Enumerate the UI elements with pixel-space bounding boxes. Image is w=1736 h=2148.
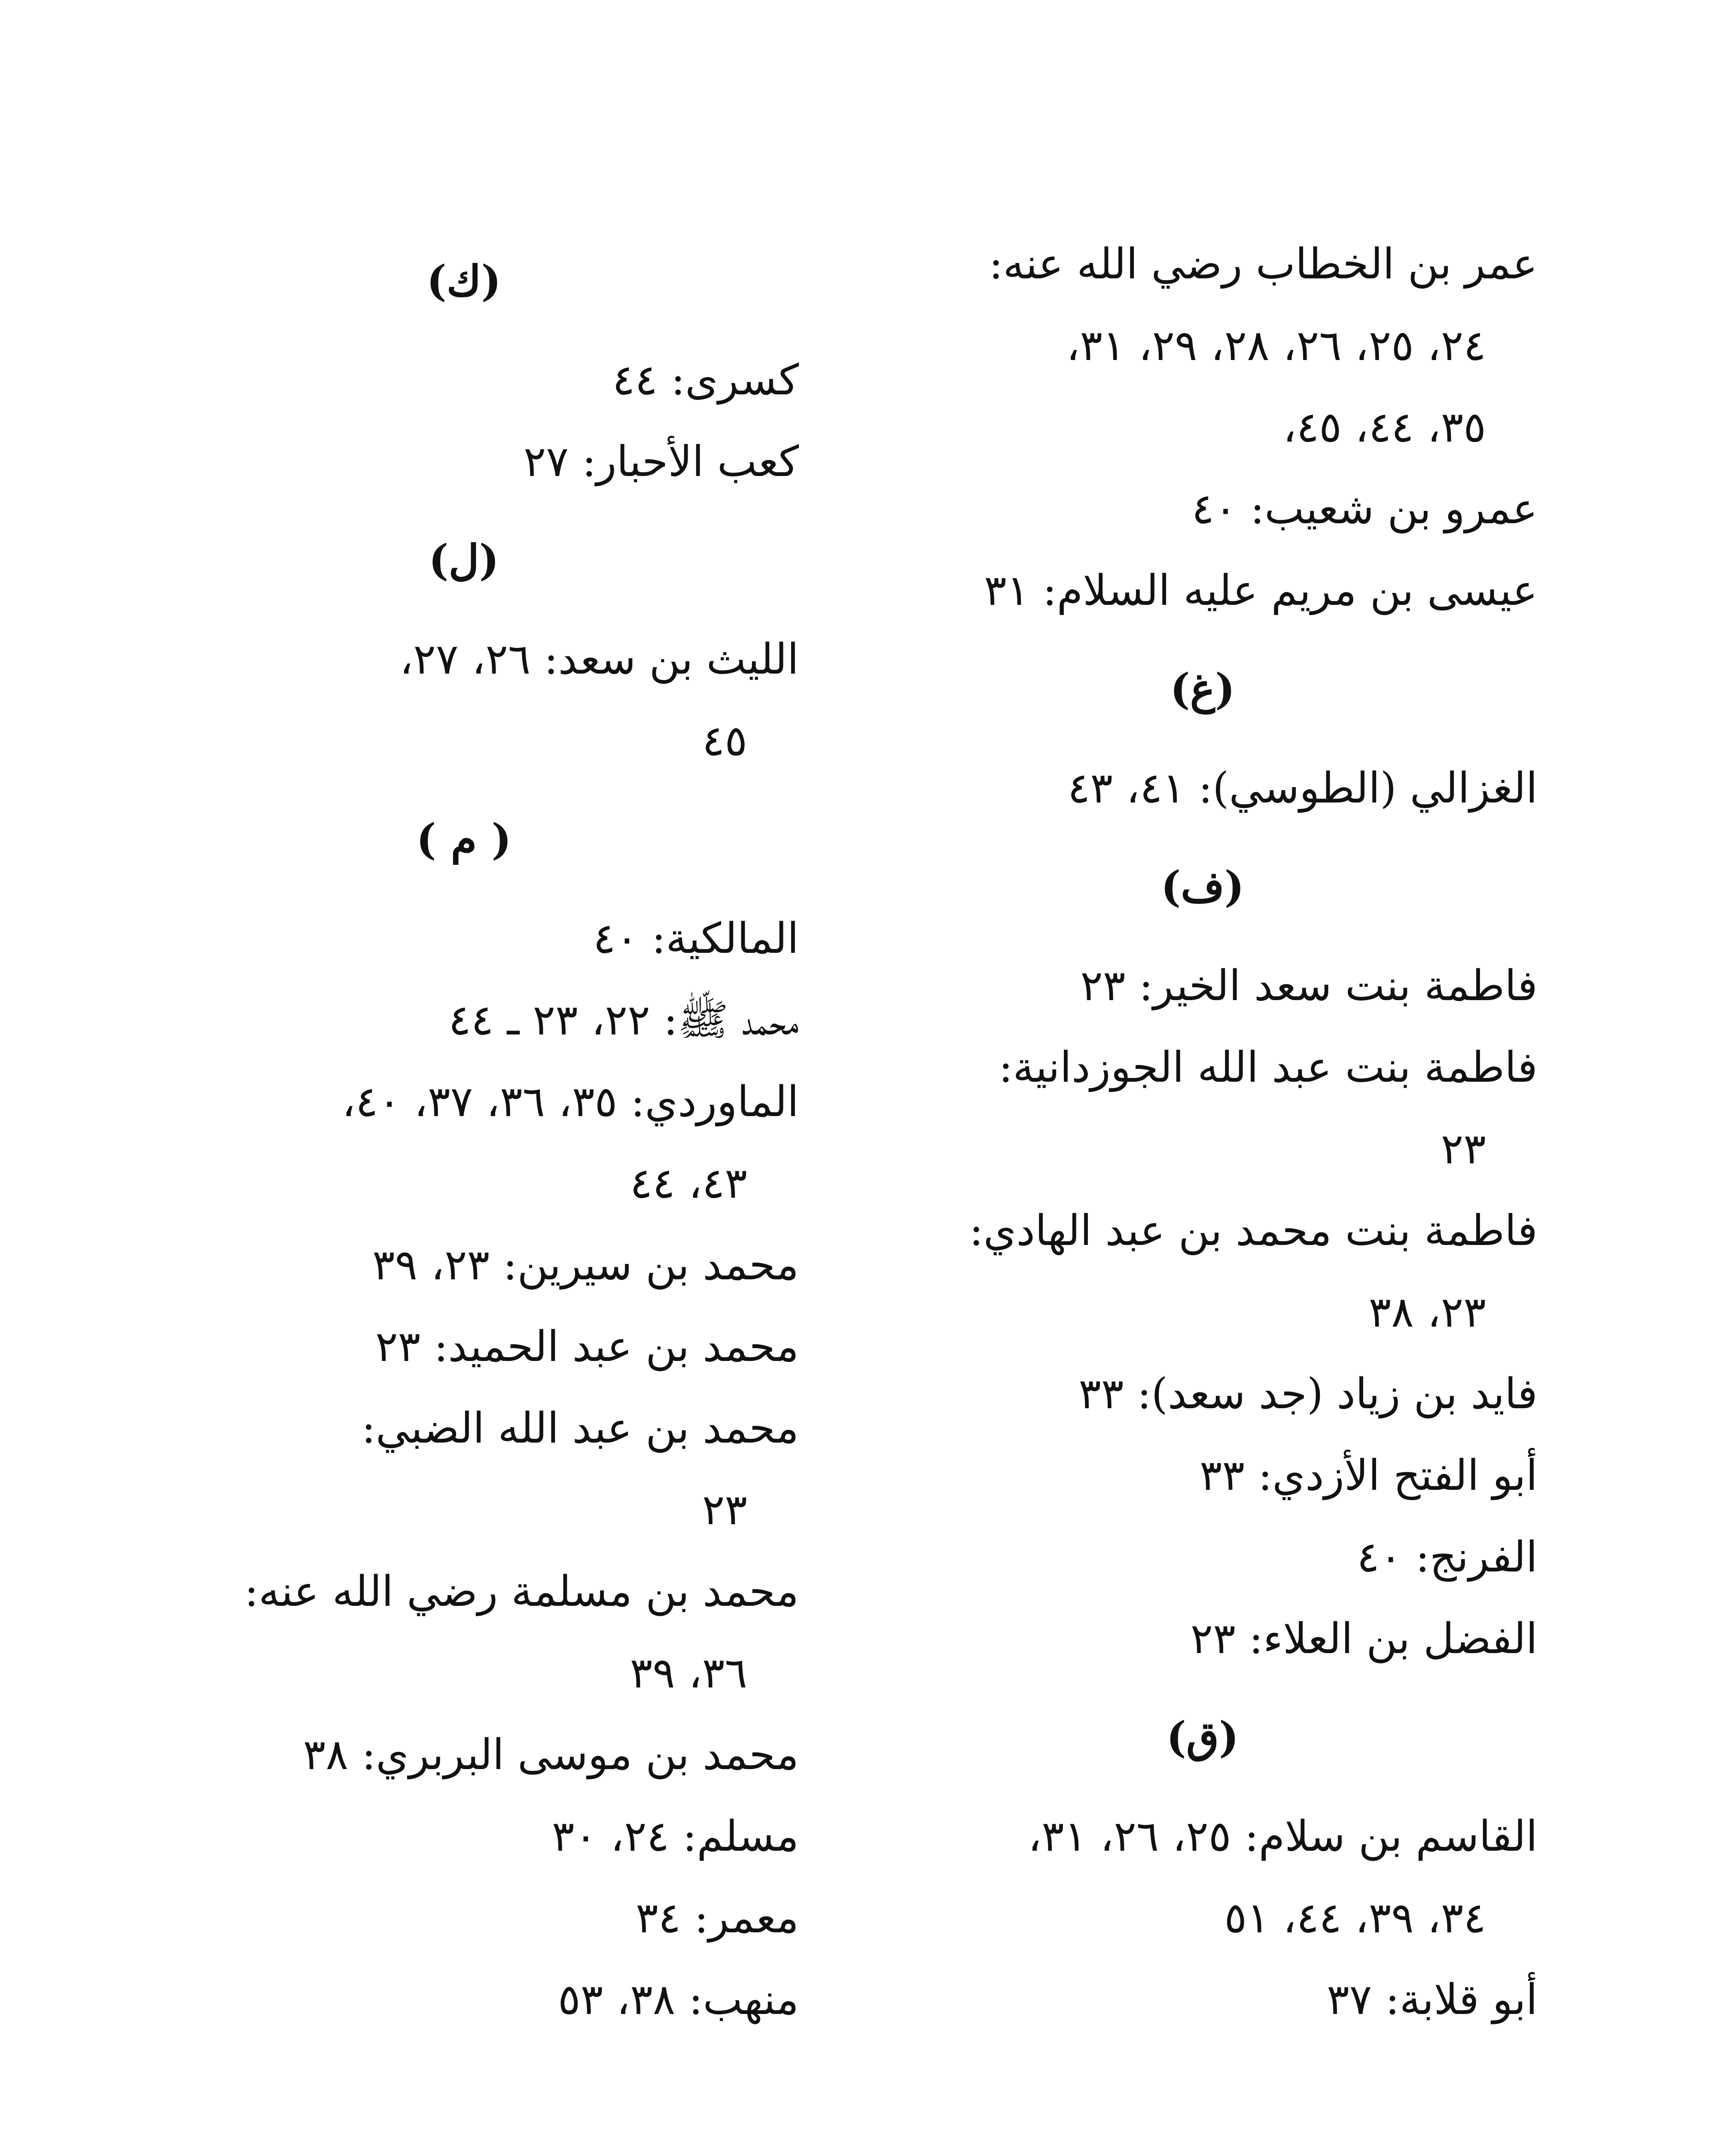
index-entry: محمد بن سيرين: ٢٣، ٣٩ bbox=[372, 1241, 799, 1290]
index-entry: منهب: ٣٨، ٥٣ bbox=[558, 1975, 799, 2024]
entry-name: القاسم بن سلام: ٢٥، ٢٦، ٣١، bbox=[1028, 1812, 1538, 1861]
entry-pages: ٤٣، ٤٤ bbox=[630, 1159, 747, 1208]
letter-heading: (ق) bbox=[1166, 1713, 1239, 1762]
index-entry: معمر: ٣٤ bbox=[636, 1894, 799, 1943]
index-entry: محمد بن عبد الحميد: ٢٣ bbox=[375, 1322, 799, 1371]
letter-heading: ( م ) bbox=[416, 815, 512, 864]
entry-name: عمر بن الخطاب رضي الله عنه: bbox=[989, 240, 1538, 289]
entry-name: محمد بن مسلمة رضي الله عنه: bbox=[244, 1567, 799, 1616]
index-column-left bbox=[129, 223, 799, 2041]
entry-pages: ٢٤، ٢٥، ٢٦، ٢٨، ٢٩، ٣١، bbox=[1066, 321, 1486, 370]
entry-pages: ٣٤، ٣٩، ٤٤، ٥١ bbox=[1224, 1894, 1486, 1943]
entry-pages: ٢٣ bbox=[1441, 1125, 1486, 1174]
index-entry: أبو الفتح الأزدي: ٣٣ bbox=[1199, 1451, 1538, 1500]
index-entry: محمد بن موسى البربري: ٣٨ bbox=[303, 1730, 799, 1779]
index-entry: كعب الأحبار: ٢٧ bbox=[523, 437, 799, 486]
index-entry bbox=[868, 1796, 1538, 1959]
entry-name: فاطمة بنت محمد بن عبد الهادي: bbox=[969, 1206, 1538, 1255]
index-entry: فاطمة بنت سعد الخير: ٢٣ bbox=[1080, 961, 1538, 1010]
letter-heading: (ف) bbox=[1160, 862, 1245, 912]
index-entry: أبو قلابة: ٣٧ bbox=[1327, 1975, 1538, 2024]
index-entry bbox=[129, 1388, 799, 1551]
entry-name: الماوردي: ٣٥، ٣٦، ٣٧، ٤٠، bbox=[342, 1077, 799, 1126]
index-entry bbox=[129, 1061, 799, 1224]
entry-pages: ٢٣، ٣٨ bbox=[1368, 1288, 1486, 1337]
entry-name: فاطمة بنت عبد الله الجوزدانية: bbox=[999, 1043, 1538, 1092]
letter-heading: (غ) bbox=[1170, 665, 1235, 714]
letter-heading: (ك) bbox=[426, 256, 501, 306]
entry-name: الليث بن سعد: ٢٦، ٢٧، bbox=[399, 635, 799, 684]
letter-heading: (ل) bbox=[429, 536, 499, 585]
index-entry: عيسى بن مريم عليه السلام: ٣١ bbox=[984, 566, 1538, 615]
index-entry bbox=[868, 223, 1538, 468]
index-entry: المالكية: ٤٠ bbox=[593, 914, 799, 963]
index-entry: الفضل بن العلاء: ٢٣ bbox=[1190, 1614, 1538, 1663]
entry-pages: ٤٥ bbox=[702, 717, 747, 766]
index-entry: محمد ﷺ: ٢٢، ٢٣ ـ ٤٤ bbox=[448, 996, 799, 1045]
index-entry: كسرى: ٤٤ bbox=[612, 356, 799, 405]
index-entry: مسلم: ٢٤، ٣٠ bbox=[551, 1812, 799, 1861]
index-entry bbox=[129, 1551, 799, 1714]
index-entry: الغزالي (الطوسي): ٤١، ٤٣ bbox=[1067, 764, 1538, 813]
index-entry: عمرو بن شعيب: ٤٠ bbox=[1191, 485, 1538, 534]
index-entry: فايد بن زياد (جد سعد): ٣٣ bbox=[1078, 1370, 1538, 1419]
index-entry bbox=[868, 1027, 1538, 1190]
entry-pages: ٣٦، ٣٩ bbox=[630, 1649, 747, 1698]
index-entry bbox=[129, 619, 799, 782]
entry-pages: ٢٣ bbox=[702, 1486, 747, 1535]
index-entry: الفرنج: ٤٠ bbox=[1357, 1533, 1538, 1582]
index-column-right bbox=[868, 223, 1538, 2041]
entry-name: محمد بن عبد الله الضبي: bbox=[361, 1404, 799, 1453]
index-entry bbox=[868, 1190, 1538, 1353]
entry-pages: ٣٥، ٤٤، ٤٥، bbox=[1282, 403, 1486, 452]
